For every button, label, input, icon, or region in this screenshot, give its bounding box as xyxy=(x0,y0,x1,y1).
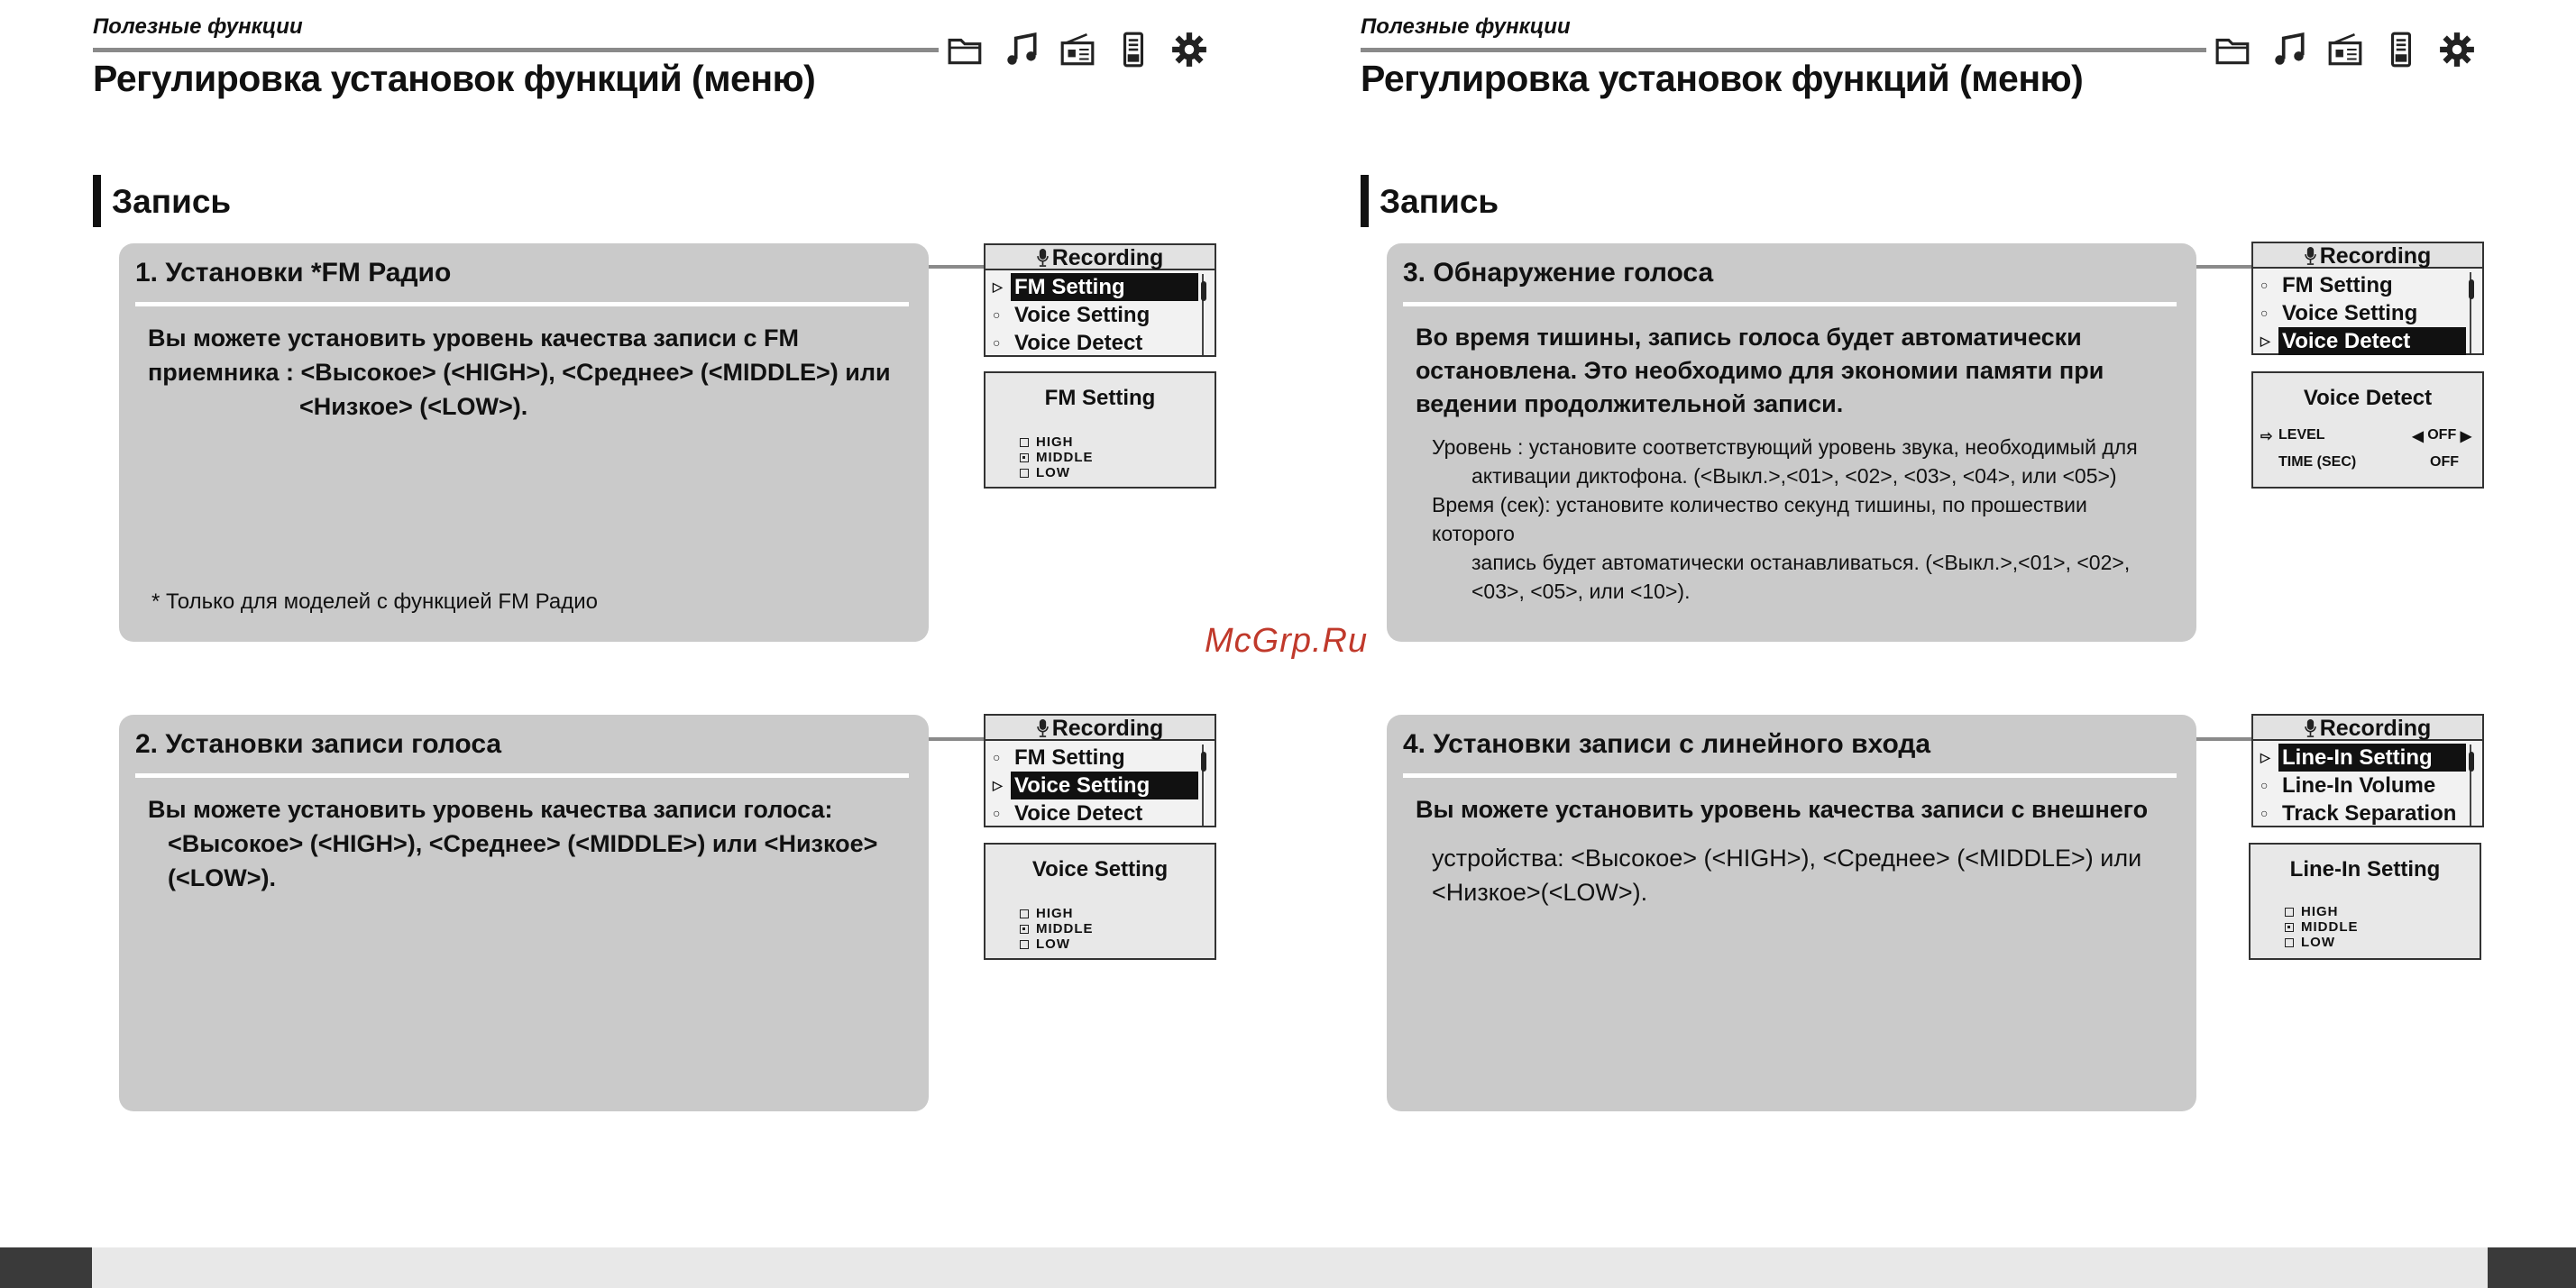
lcd-header: Recording xyxy=(985,245,1215,270)
circle-bullet-icon: ○ xyxy=(2260,778,2269,792)
right-page xyxy=(1268,0,2548,1244)
body-line: <Высокое> (<HIGH>), <Среднее> (<MIDDLE>) или <Низкое> xyxy=(168,830,878,857)
lcd-header: Recording xyxy=(985,716,1215,741)
left-page xyxy=(0,0,1280,1244)
box-heading: 4. Установки записи с линейного входа xyxy=(1403,729,1931,759)
level-row[interactable] xyxy=(2260,427,2471,445)
checkbox-icon xyxy=(2285,908,2294,917)
lcd-recording-menu xyxy=(984,714,1216,827)
folder-icon xyxy=(2214,29,2252,70)
box-divider xyxy=(1403,773,2177,778)
level-label: LEVEL xyxy=(2278,427,2325,443)
box-body-continued xyxy=(1432,841,2175,909)
checkbox-checked-icon xyxy=(2285,923,2294,932)
box-divider xyxy=(135,302,909,306)
checkbox-checked-icon xyxy=(1020,453,1029,462)
line-in-settings-box xyxy=(1387,715,2196,1111)
body-line: Вы можете установить уровень качества записи с внешнего xyxy=(1416,796,2149,823)
scrollbar xyxy=(1202,744,1211,826)
menu-item-line-in-volume[interactable]: ○ Line-In Volume xyxy=(2260,773,2436,798)
checkbox-icon xyxy=(1020,469,1029,478)
menu-item-fm-setting[interactable]: ▷ FM Setting xyxy=(985,273,1215,301)
body-line: остановлена. Это необходимо для экономии памяти при xyxy=(1416,357,2104,384)
box-divider xyxy=(1403,302,2177,306)
menu-item-track-separation[interactable]: ○ Track Separation xyxy=(2260,801,2457,826)
menu-item-line-in-setting[interactable]: ▷ Line-In Setting xyxy=(2253,744,2482,772)
page-title: Регулировка установок функций (меню) xyxy=(93,58,816,99)
menu-item-fm-setting[interactable]: ○ FM Setting xyxy=(993,745,1125,770)
level-value: OFF xyxy=(2427,427,2457,443)
header-divider xyxy=(93,48,939,52)
lcd-header: Recording xyxy=(2253,243,2482,269)
body-line: ведении продолжительной записи. xyxy=(1416,390,1844,417)
voice-detect-box xyxy=(1387,243,2196,642)
box-body xyxy=(148,792,893,895)
time-label: TIME (SEC) xyxy=(2278,454,2357,470)
radio-icon xyxy=(1059,29,1096,70)
box-heading: 1. Установки *FM Радио xyxy=(135,258,452,288)
quality-options xyxy=(1020,906,1094,952)
gear-icon xyxy=(1170,29,1208,70)
panel-title: FM Setting xyxy=(1044,386,1156,410)
level-description xyxy=(1432,433,2175,606)
triangle-right-icon: ▷ xyxy=(2260,333,2270,348)
body-line: Вы можете установить уровень качества записи голоса: xyxy=(148,796,833,823)
body-line: устройства: <Высокое> (<HIGH>), <Среднее> (<MIDDLE>) или xyxy=(1432,845,2142,872)
header-divider xyxy=(1361,48,2206,52)
menu-item-voice-setting[interactable]: ▷ Voice Setting xyxy=(985,772,1215,799)
option-middle[interactable]: MIDDLE xyxy=(1020,450,1094,465)
footer-left-block xyxy=(0,1247,92,1288)
lcd-header: Recording xyxy=(2253,716,2482,741)
circle-bullet-icon: ○ xyxy=(993,335,1001,350)
connector-line xyxy=(929,737,985,741)
box-heading: 2. Установки записи голоса xyxy=(135,729,502,759)
option-high[interactable]: HIGH xyxy=(2285,904,2359,919)
menu-item-voice-detect[interactable]: ▷ Voice Detect xyxy=(2253,327,2482,355)
body-line: <Низкое>(<LOW>). xyxy=(1432,879,1648,906)
section-label: Полезные функции xyxy=(93,14,303,39)
triangle-right-icon[interactable]: ▶ xyxy=(2460,429,2471,444)
option-middle[interactable]: MIDDLE xyxy=(1020,921,1094,936)
circle-bullet-icon: ○ xyxy=(2260,306,2269,320)
section-label: Полезные функции xyxy=(1361,14,1571,39)
checkbox-icon xyxy=(1020,438,1029,447)
menu-item-voice-detect[interactable]: ○ Voice Detect xyxy=(993,801,1143,826)
fm-setting-panel xyxy=(984,371,1216,489)
time-value: OFF xyxy=(2430,454,2459,470)
footer-right-block xyxy=(2488,1247,2576,1288)
body-line: (<LOW>). xyxy=(168,864,276,891)
microphone-icon xyxy=(1037,719,1049,737)
body-line: <Низкое> (<LOW>). xyxy=(299,393,528,420)
scrollbar xyxy=(1202,274,1211,355)
line-in-setting-panel xyxy=(2249,843,2481,960)
arrow-right-icon: ⇨ xyxy=(2260,429,2273,444)
body-line: Вы можете установить уровень качества записи с FM xyxy=(148,324,800,352)
voice-detect-panel xyxy=(2251,371,2484,489)
scrollbar xyxy=(2470,272,2479,353)
box-divider xyxy=(135,773,909,778)
box-body xyxy=(1416,792,2160,827)
option-high[interactable]: HIGH xyxy=(1020,434,1094,450)
header-icon-bar xyxy=(947,29,1208,70)
circle-bullet-icon: ○ xyxy=(2260,278,2269,292)
recorder-icon xyxy=(1114,29,1152,70)
body-line: <03>, <05>, или <10>). xyxy=(1471,580,1691,603)
checkbox-icon xyxy=(2285,938,2294,947)
connector-line xyxy=(2196,265,2252,269)
triangle-right-icon: ▷ xyxy=(2260,750,2270,764)
microphone-icon xyxy=(2305,719,2316,737)
panel-title: Voice Detect xyxy=(2303,386,2433,410)
footer-bar xyxy=(0,1247,2576,1288)
checkbox-icon xyxy=(1020,909,1029,918)
microphone-icon xyxy=(1037,249,1049,267)
lcd-recording-menu xyxy=(2251,242,2484,355)
option-low[interactable]: LOW xyxy=(1020,936,1094,952)
option-low[interactable]: LOW xyxy=(2285,935,2359,950)
body-line: приемника : <Высокое> (<HIGH>), <Среднее> (<MIDDLE>) или xyxy=(148,359,891,386)
panel-title: Voice Setting xyxy=(1031,857,1169,882)
microphone-icon xyxy=(2305,247,2316,265)
checkbox-icon xyxy=(1020,940,1029,949)
subsection-title: Запись xyxy=(1361,175,1499,227)
circle-bullet-icon: ○ xyxy=(993,307,1001,322)
header-icon-bar xyxy=(2214,29,2476,70)
menu-item-fm-setting[interactable]: ○ FM Setting xyxy=(2260,273,2393,297)
body-line: Время (сек): установите количество секунд тишины, по прошествии которого xyxy=(1432,493,2087,545)
panel-title: Line-In Setting xyxy=(2289,857,2441,882)
lcd-recording-menu xyxy=(984,243,1216,357)
menu-item-voice-detect[interactable]: ○ Voice Detect xyxy=(993,331,1143,355)
quality-options xyxy=(2285,904,2359,950)
music-note-icon xyxy=(1003,29,1040,70)
menu-item-voice-setting[interactable]: ○ Voice Setting xyxy=(993,303,1150,327)
connector-line xyxy=(2196,737,2252,741)
voice-setting-panel xyxy=(984,843,1216,960)
checkbox-checked-icon xyxy=(1020,925,1029,934)
gear-icon xyxy=(2438,29,2476,70)
fm-settings-box xyxy=(119,243,929,642)
circle-bullet-icon: ○ xyxy=(993,750,1001,764)
body-line: запись будет автоматически останавливаться. (<Выкл.>,<01>, <02>, xyxy=(1471,551,2131,574)
scrollbar xyxy=(2470,744,2479,826)
connector-line xyxy=(929,265,985,269)
option-high[interactable]: HIGH xyxy=(1020,906,1094,921)
triangle-right-icon: ▷ xyxy=(993,279,1003,294)
body-line: Уровень : установите соответствующий уровень звука, необходимый для xyxy=(1432,435,2138,459)
folder-icon xyxy=(947,29,985,70)
time-row[interactable] xyxy=(2278,454,2471,470)
body-line: Во время тишины, запись голоса будет автоматически xyxy=(1416,324,2082,351)
box-heading: 3. Обнаружение голоса xyxy=(1403,258,1714,288)
page-title: Регулировка установок функций (меню) xyxy=(1361,58,2084,99)
triangle-left-icon[interactable]: ◀ xyxy=(2412,429,2424,444)
radio-icon xyxy=(2326,29,2364,70)
recorder-icon xyxy=(2382,29,2420,70)
subsection-title: Запись xyxy=(93,175,231,227)
footnote: * Только для моделей с функцией FM Радио xyxy=(151,589,598,614)
box-body xyxy=(1416,321,2160,421)
triangle-right-icon: ▷ xyxy=(993,778,1003,792)
quality-options xyxy=(1020,434,1094,480)
watermark: McGrp.Ru xyxy=(1205,622,1369,660)
music-note-icon xyxy=(2270,29,2308,70)
menu-item-voice-setting[interactable]: ○ Voice Setting xyxy=(2260,301,2418,325)
circle-bullet-icon: ○ xyxy=(993,806,1001,820)
voice-settings-box xyxy=(119,715,929,1111)
option-low[interactable]: LOW xyxy=(1020,465,1094,480)
circle-bullet-icon: ○ xyxy=(2260,806,2269,820)
option-middle[interactable]: MIDDLE xyxy=(2285,919,2359,935)
body-line: активации диктофона. (<Выкл.>,<01>, <02>, <03>, <04>, или <05>) xyxy=(1471,464,2117,488)
lcd-recording-menu xyxy=(2251,714,2484,827)
box-body xyxy=(148,321,893,424)
